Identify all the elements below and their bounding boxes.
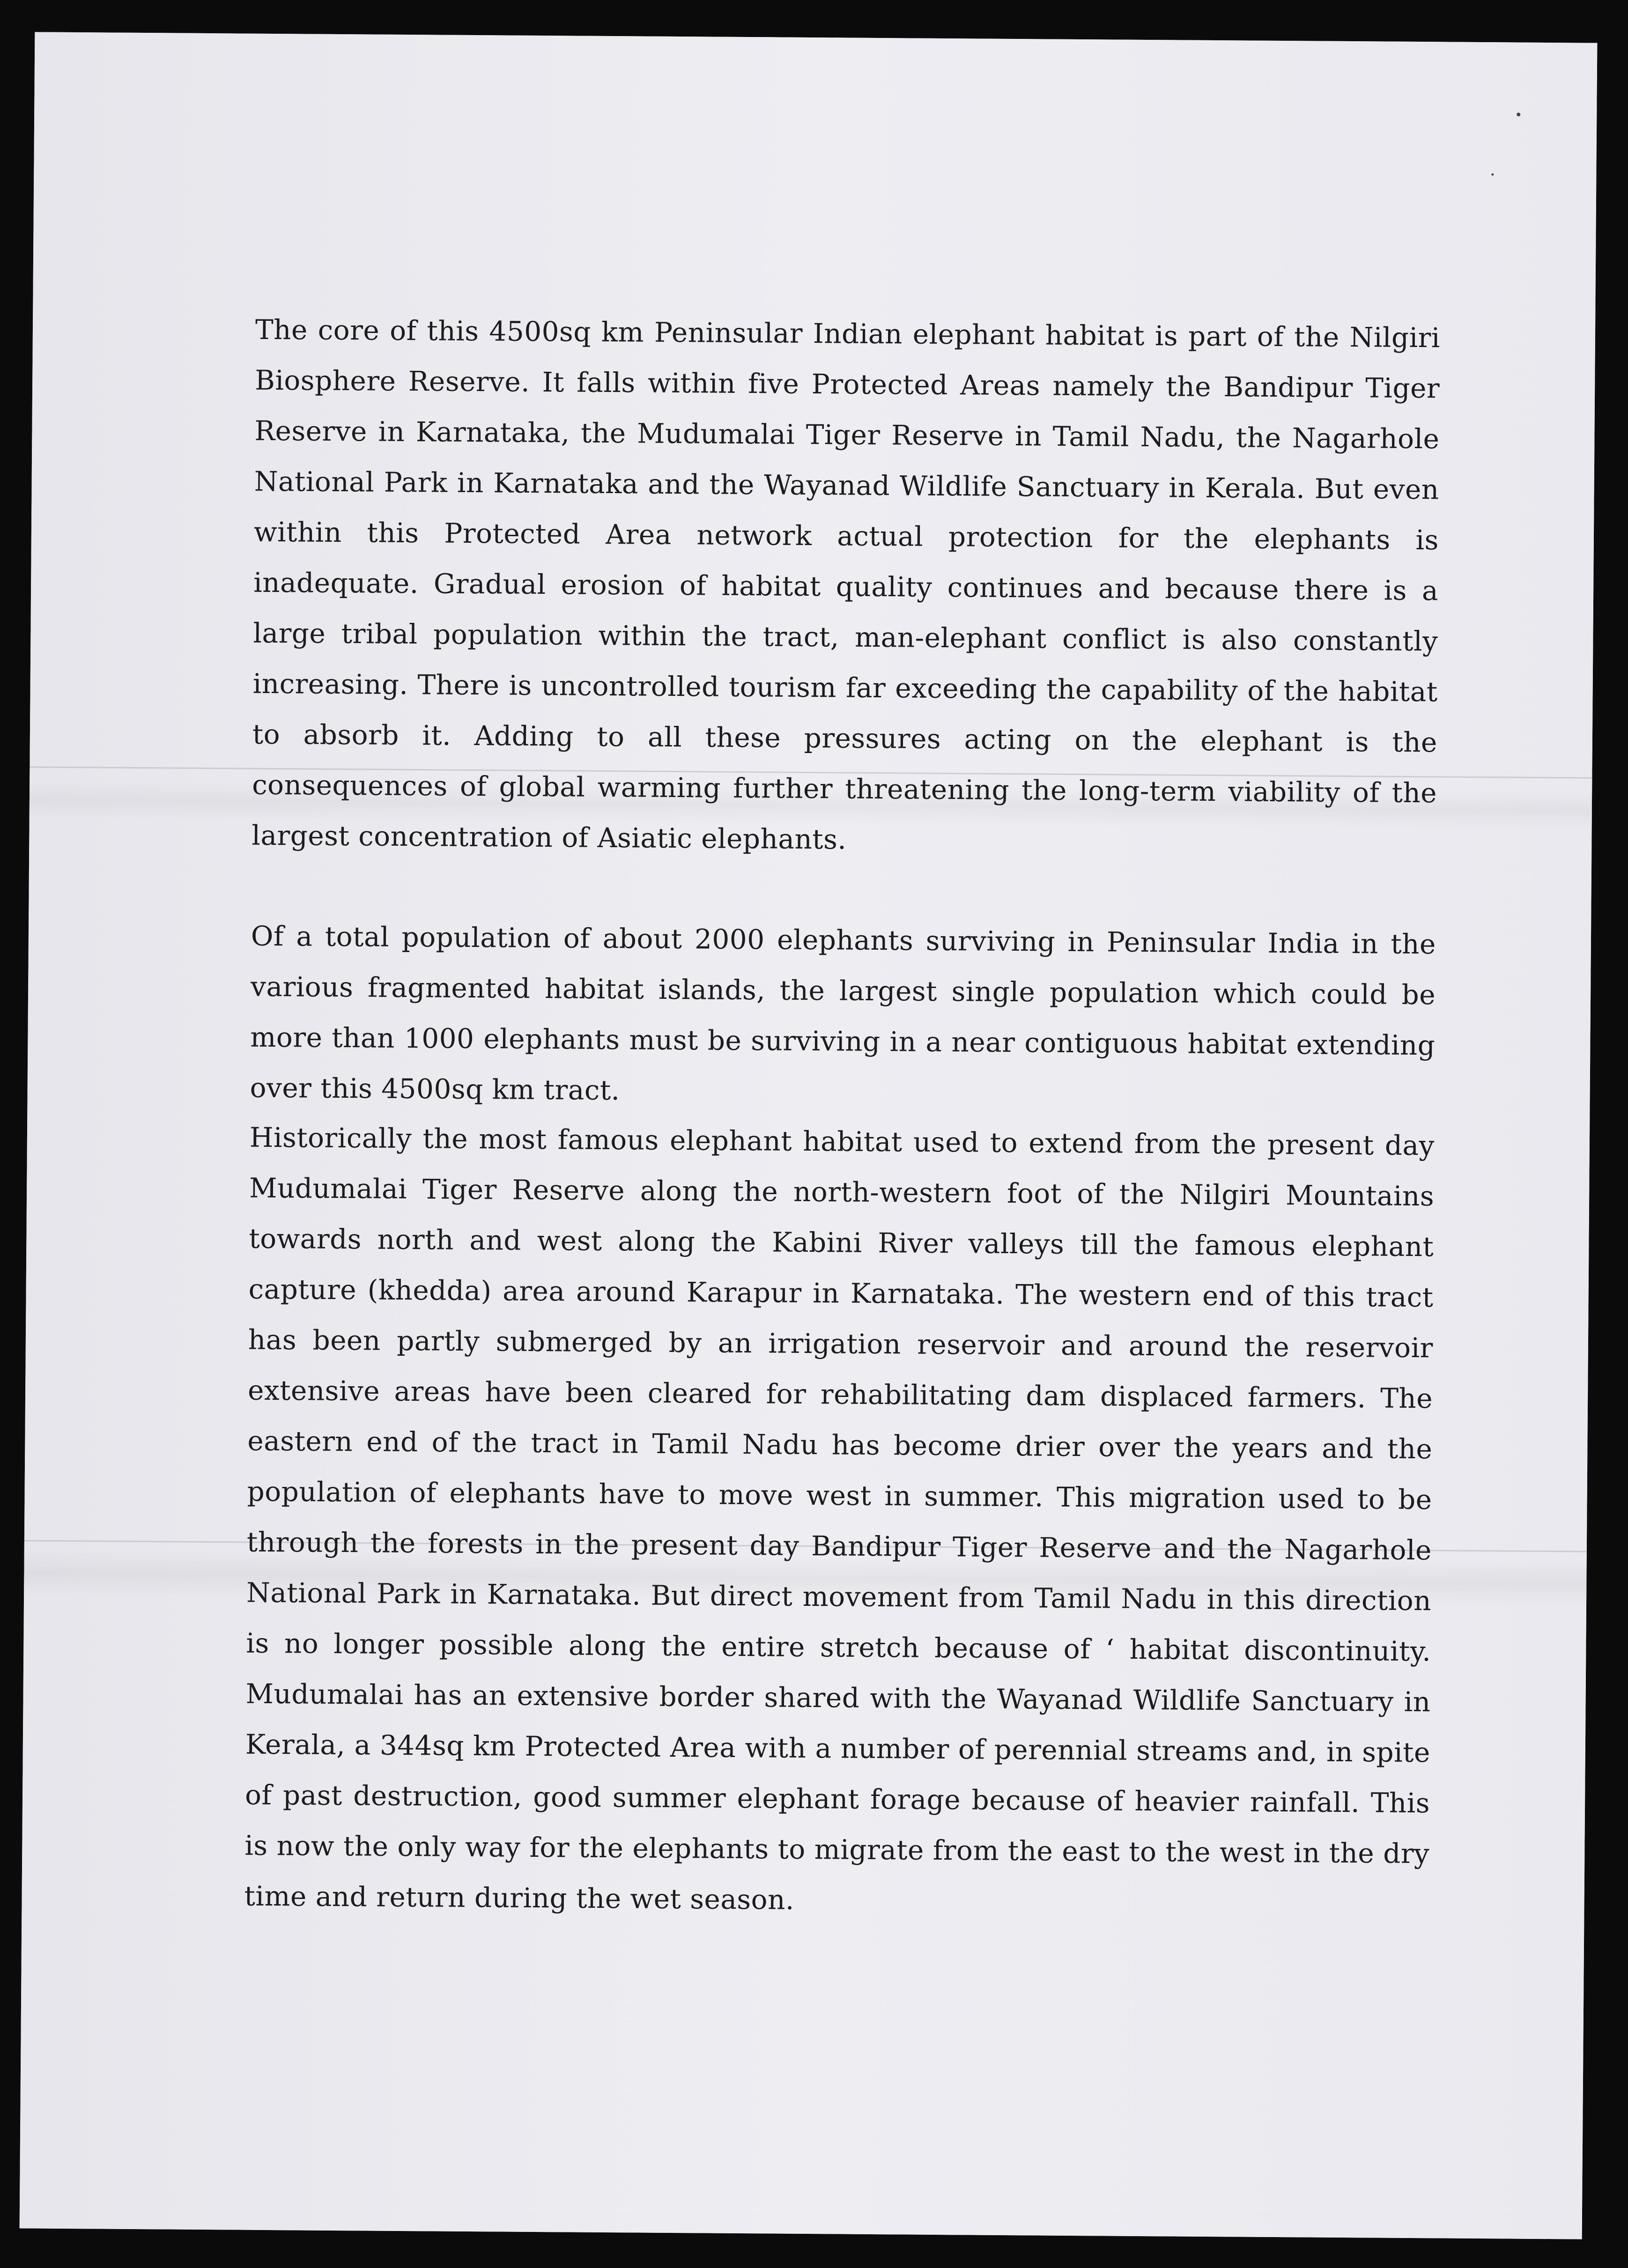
paragraph-habitat-core: The core of this 4500sq km Peninsular Indian elephant habitat is part of the Nilgiri Biosphere Reserve. It falls within five Protected Areas namely the Bandipur Tiger Reserve in Karnataka, the Mudumalai Tiger Reserve in Tamil Nadu, the Nagarhole National Park in Karnataka and the Wayanad Wildlife Sanctuary in Kerala. But even within this Protected Area network actual protection for the elephants is inadequate. Gradual erosion of habitat quality continues and because there is a large tribal population within the tract, man-elephant conflict is also constantly increasing. There is uncontrolled tourism far exceeding the capability of the habitat to absorb it. Adding to all these pressures acting on the elephant is the consequences of global warming further threatening the long-term viability of the largest concentration of Asiatic elephants. — [252, 313, 1441, 856]
paper-sheet — [20, 32, 1598, 2239]
paragraph-history-migration: Historically the most famous elephant habitat used to extend from the present day Mudumalai Tiger Reserve along the north-western foot of the Nilgiri Mountains towards north and west along the Kabini River valleys till the famous elephant capture (khedda) area around Karapur in Karnataka. The western end of this tract has been partly submerged by an irrigation reservoir and around the reservoir extensive areas have been cleared for rehabilitating dam displaced farmers. The eastern end of the tract in Tamil Nadu has become drier over the years and the population of elephants have to move west in summer. This migration used to be through the forests in the present day Bandipur Tiger Reserve and the Nagarhole National Park in Karnataka. But direct movement from Tamil Nadu in this direction is no longer possible along the entire stretch because of ‘ habitat discontinuity. Mudumalai has an extensive border shared with the Wayanad Wildlife Sanctuary in Kerala, a 344sq km Protected Area with a number of perennial streams and, in spite of past destruction, good summer elephant forage because of heavier rainfall. This is now the only way for the elephants to migrate from the east to the west in the dry time and return during the wet season. — [244, 1121, 1435, 1916]
paragraph-population: Of a total population of about 2000 elephants surviving in Peninsular India in the various fragmented habitat islands, the largest single population which could be more than 1000 elephants must be surviving in a near contiguous habitat extending over this 4500sq km tract. — [250, 920, 1436, 1107]
paper-speck — [1491, 173, 1494, 176]
paper-speck — [1517, 113, 1520, 117]
